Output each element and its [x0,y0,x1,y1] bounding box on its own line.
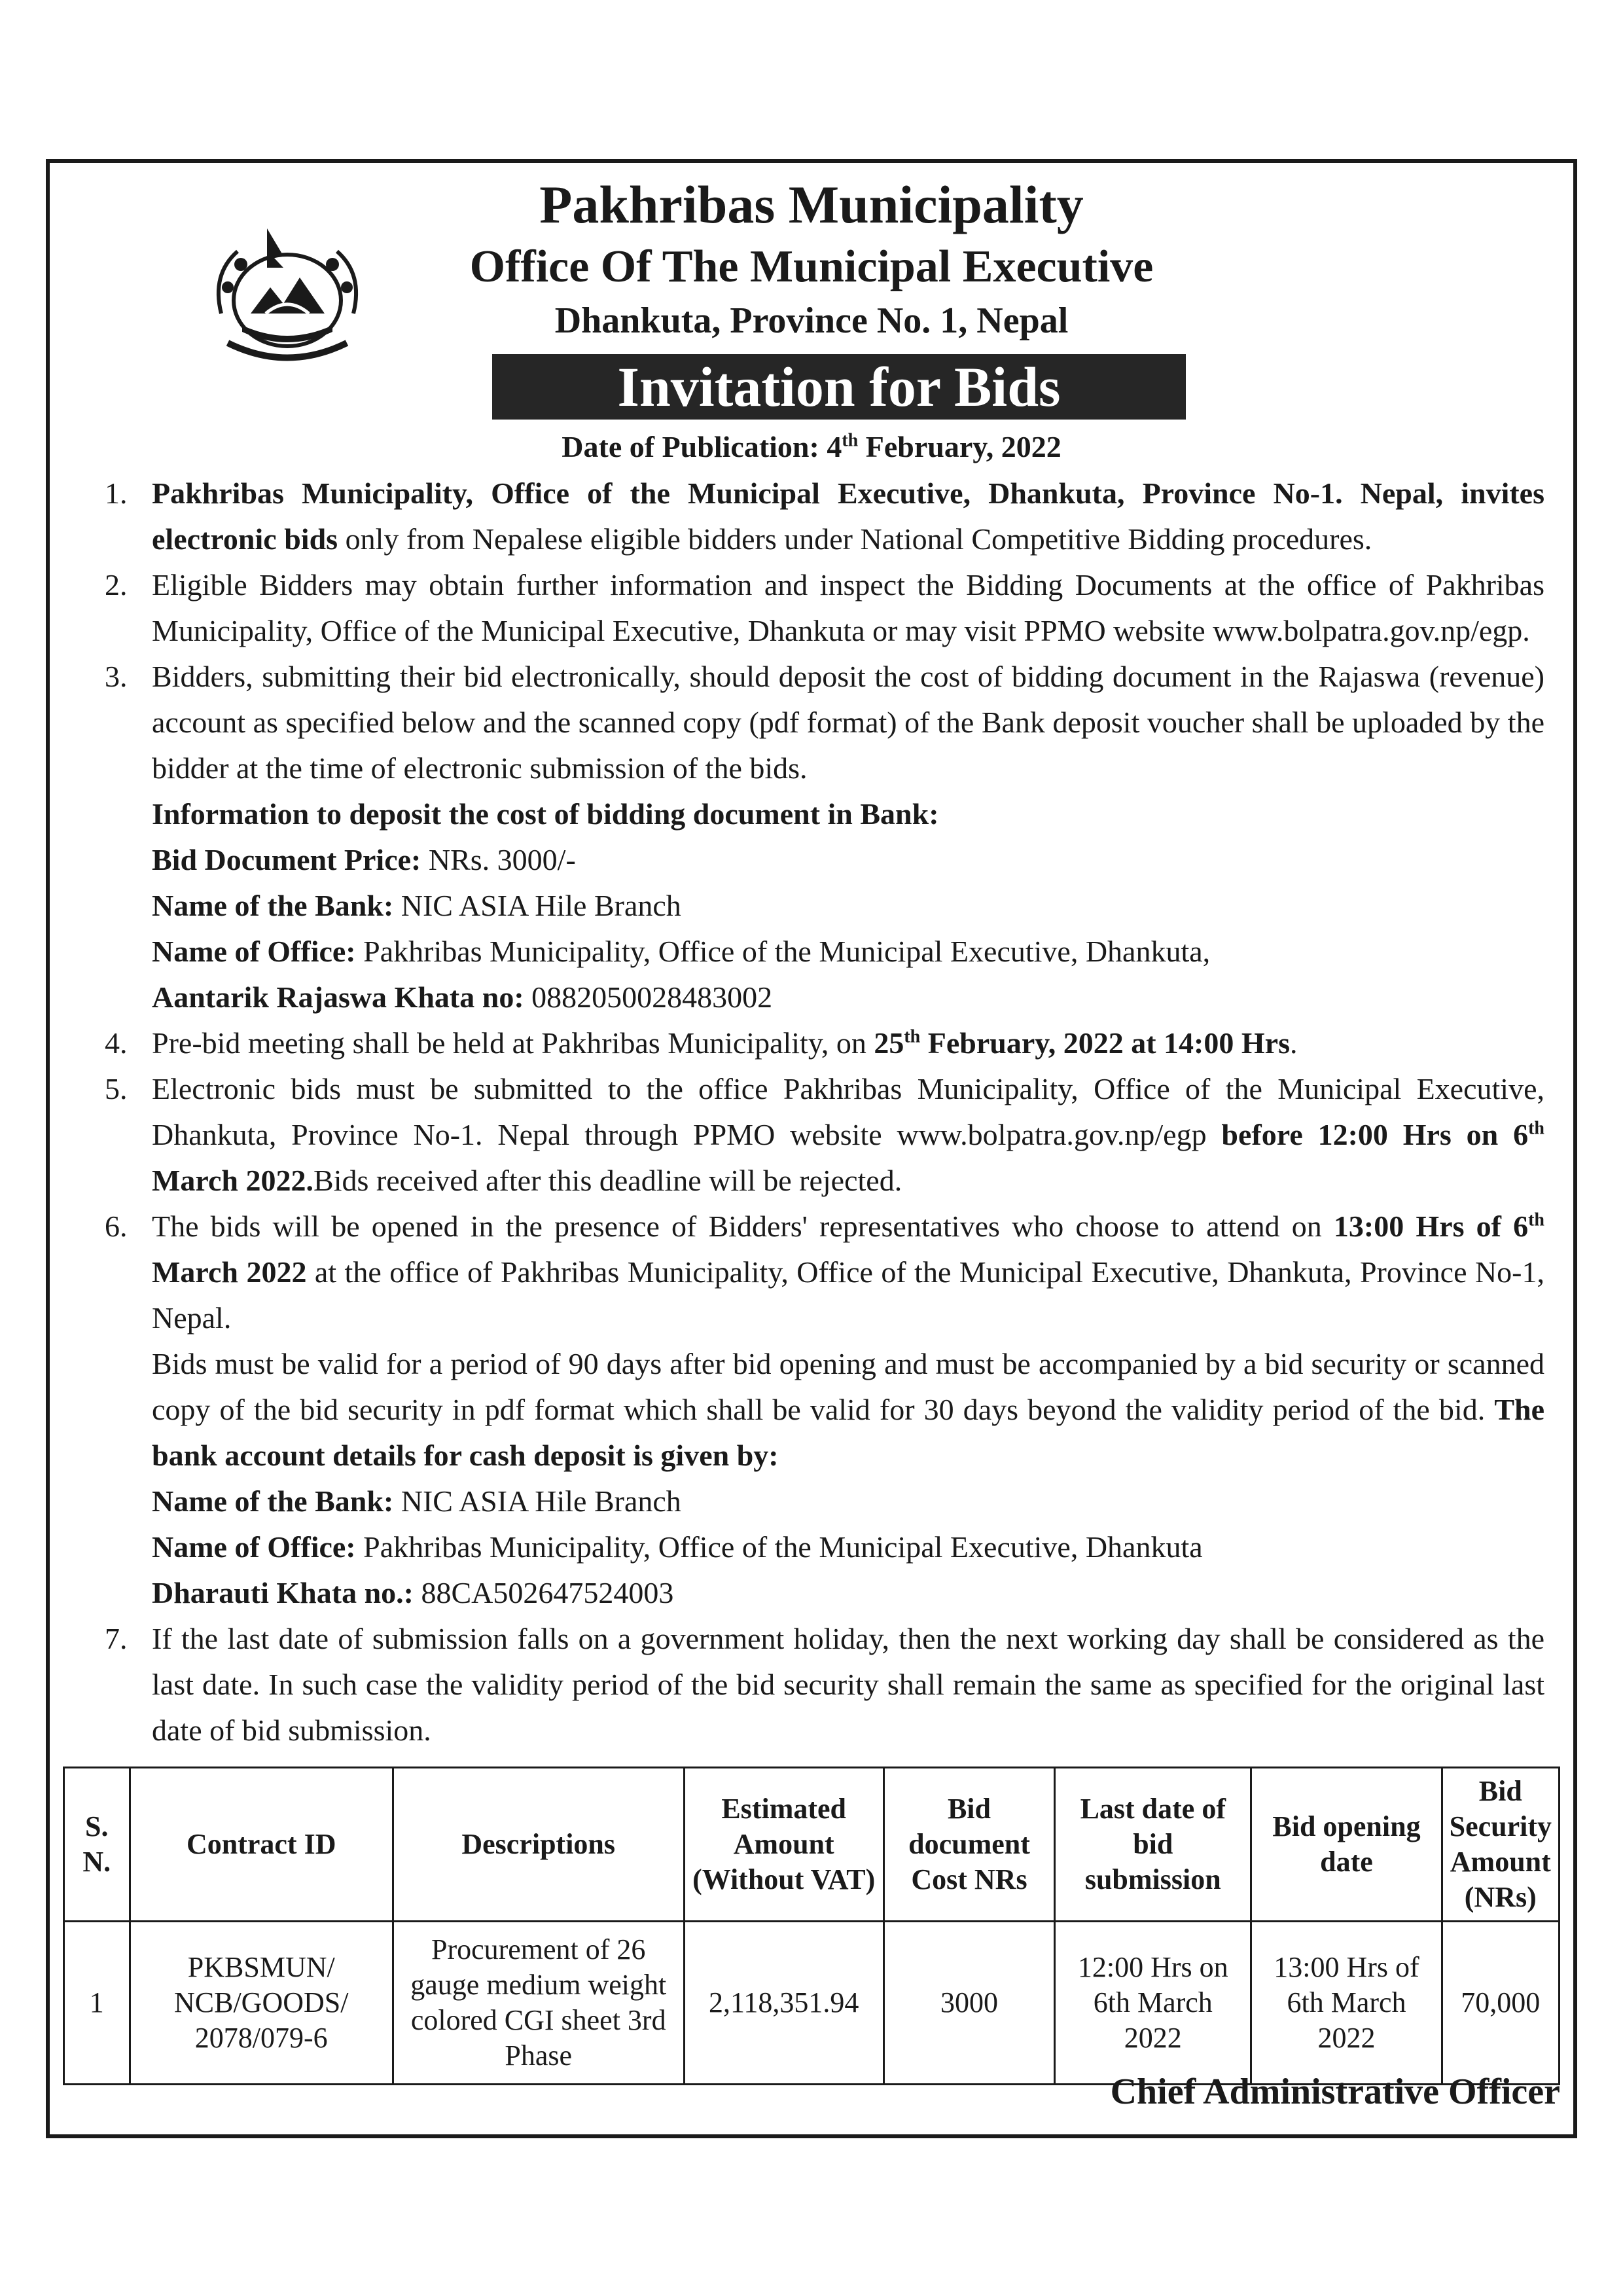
security-office-name: Name of Office: Pakhribas Municipality, Office of the Municipal Executive, Dhankuta [152,1530,1203,1564]
security-khata-number: Dharauti Khata no.: 88CA502647524003 [152,1576,674,1609]
revenue-bank-name: Name of the Bank: NIC ASIA Hile Branch [152,889,681,922]
notice-body [105,471,1544,1753]
notice-title: Invitation for Bids [617,355,1061,418]
bid-document-cost-header: Bid document Cost NRs [883,1768,1054,1922]
clause-3 [105,654,1544,791]
estimated-amount-header: Estimated Amount (Without VAT) [684,1768,883,1922]
bid-validity-paragraph: Bids must be valid for a period of 90 days after bid opening and must be accompanied by a bid security or scanned copy of the bid security in pdf format which shall be valid for 30 days beyond the validity period of the bid. The bank account details for cash deposit is given by: [152,1347,1544,1472]
deposit-info-heading: Information to deposit the cost of bidding document in Bank: [152,797,939,831]
clause-number: 2. [105,568,128,601]
clause-4 [105,1020,1544,1066]
clause-2 [105,562,1544,654]
publication-date: Date of Publication: 4th February, 2022 [562,430,1061,463]
opening-date-header: Bid opening date [1251,1768,1442,1922]
clause-text: Electronic bids must be submitted to the office Pakhribas Municipality, Office of the Municipal Executive, Dhankuta, Province No-1. Nepal through PPMO website www.bolpatra.gov.np/egp before 12:00 Hrs on 6th March 2022.Bids received after this deadline will be rejected. [152,1072,1544,1197]
clause-text: Pre-bid meeting shall be held at Pakhribas Municipality, on 25th February, 2022 at 14:00 Hrs. [152,1026,1298,1060]
office-location: Dhankuta, Province No. 1, Nepal [554,300,1069,341]
clause-7 [105,1616,1544,1753]
descriptions-cell: Procurement of 26 gauge medium weight colored CGI sheet 3rd Phase [393,1922,684,2085]
estimated-amount-cell: 2,118,351.94 [684,1922,883,2085]
revenue-khata-number: Aantarik Rajaswa Khata no: 0882050028483002 [152,980,773,1014]
sn-cell: 1 [64,1922,130,2085]
last-date-cell: 12:00 Hrs on 6th March 2022 [1055,1922,1251,2085]
contract-id-cell: PKBSMUN/ NCB/GOODS/ 2078/079-6 [130,1922,393,2085]
table-row [64,1922,1560,2085]
descriptions-header: Descriptions [393,1768,684,1922]
office-name: Office Of The Municipal Executive [469,242,1154,292]
clause-number: 1. [105,476,128,510]
clause-6 [105,1204,1544,1341]
revenue-office-name: Name of Office: Pakhribas Municipality, Office of the Municipal Executive, Dhankuta, [152,935,1211,968]
bid-document-price: Bid Document Price: NRs. 3000/- [152,843,576,876]
security-bank-name: Name of the Bank: NIC ASIA Hile Branch [152,1484,681,1518]
clause-text: If the last date of submission falls on a government holiday, then the next working day shall be considered as the last date. In such case the validity period of the bid security shall remain the same as specified for the original last date of bid submission. [152,1622,1544,1747]
clause-number: 7. [105,1622,128,1655]
clause-1 [105,471,1544,562]
contract-id-header: Contract ID [130,1768,393,1922]
last-date-header: Last date of bid submission [1055,1768,1251,1922]
clause-number: 3. [105,660,128,693]
clause-number: 5. [105,1072,128,1105]
bid-document-cost-cell: 3000 [883,1922,1054,2085]
clause-text: Bidders, submitting their bid electronically, should deposit the cost of bidding document in the Rajaswa (revenue) account as specified below and the scanned copy (pdf format) of the Bank deposit voucher shall be uploaded by the bidder at the time of electronic submission of the bids. [152,660,1544,785]
notice-title-banner [492,354,1186,420]
clause-number: 6. [105,1210,128,1243]
sn-header: S. N. [64,1768,130,1922]
bid-security-header: Bid Security Amount (NRs) [1442,1768,1559,1922]
notice-frame [46,159,1577,2138]
table-header-row [64,1768,1560,1922]
clause-text: Pakhribas Municipality, Office of the Municipal Executive, Dhankuta, Province No-1. Nepal, invites electronic bids only from Nepalese eligible bidders under National Competitive Bidding procedures. [152,476,1544,556]
clause-5 [105,1066,1544,1204]
clause-text: The bids will be opened in the presence of Bidders' representatives who choose to attend on 13:00 Hrs of 6th March 2022 at the office of Pakhribas Municipality, Office of the Municipal Executive, Dhankuta, Province No-1, Nepal. [152,1210,1544,1335]
municipality-name: Pakhribas Municipality [539,175,1084,234]
signatory-title: Chief Administrative Officer [1110,2072,1560,2112]
opening-date-cell: 13:00 Hrs of 6th March 2022 [1251,1922,1442,2085]
bid-details-table [63,1767,1560,2085]
bid-security-cell: 70,000 [1442,1922,1559,2085]
clause-number: 4. [105,1026,128,1060]
clause-text: Eligible Bidders may obtain further information and inspect the Bidding Documents at the office of Pakhribas Municipality, Office of the Municipal Executive, Dhankuta or may visit PPMO website www.bolpatra.gov.np/egp. [152,568,1544,647]
